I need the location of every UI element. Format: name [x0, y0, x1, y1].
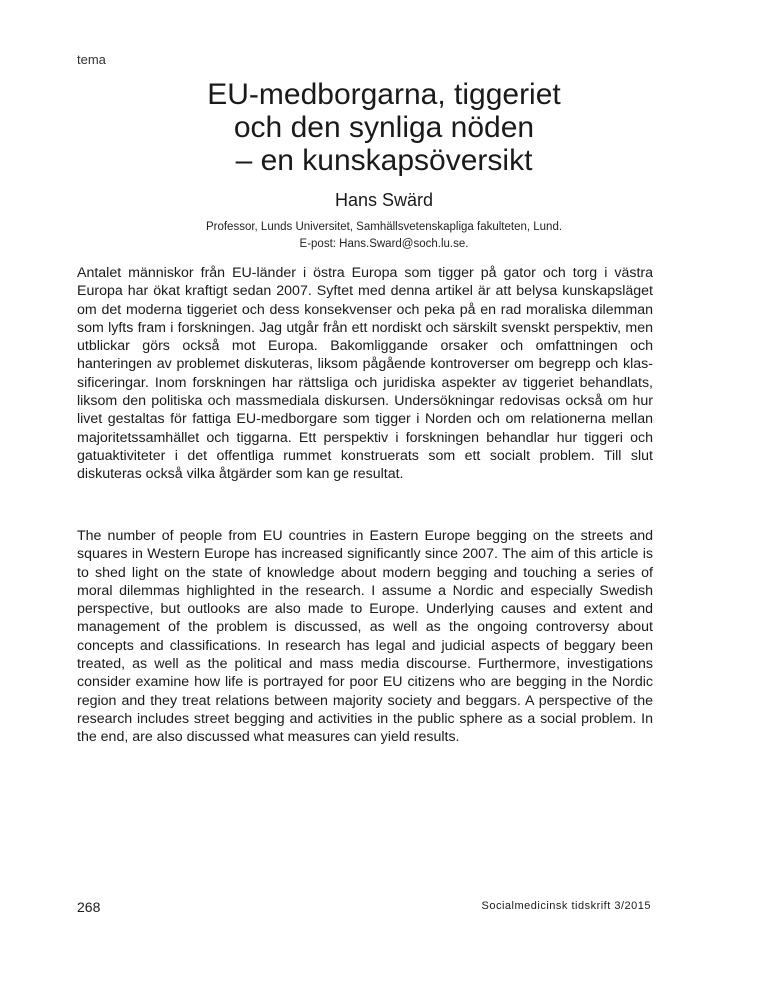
title-line: – en kunskapsöversikt	[235, 144, 533, 177]
page-number: 268	[77, 899, 101, 915]
abstract-english: The number of people from EU countries in Eastern Europe begging on the streets and squares in Western Europe has increased significantly since 2007. The aim of this article is to shed light on the state of knowledge about modern begging and touching a series of moral dilemmas highlighted in the research. I assume a Nordic and especially Swedish perspective, but outlooks are also made to Europe. Underlying causes and extent and management of the problem is discussed, as well as the ongoing controversy about concepts and classifications. In research has legal and judicial aspects of beggary been treated, as well as the political and mass media discourse. Furthermore, investigations consider examine how life is portrayed for poor EU citizens who are begging in the Nordic region and they treat relations between majority society and beggars. A perspective of the research includes street begging and activities in the public sphere as a social problem. In the end, are also discussed what measures can yield results.	[77, 528, 653, 746]
journal-name: Socialmedicinsk tidskrift 3/2015	[481, 900, 651, 912]
author-email: E-post: Hans.Sward@soch.lu.se.	[299, 238, 469, 250]
title-line: EU-medborgarna, tiggeriet	[207, 78, 561, 111]
section-tag: tema	[77, 52, 106, 67]
article-title	[0, 78, 768, 177]
title-line: och den synliga nöden	[233, 111, 535, 144]
abstract-swedish: Antalet människor från EU-länder i östra Europa som tigger på gator och torg i västra Europa har ökat kraftigt sedan 2007. Syftet med denna artikel är att belysa kunskapsläget om det moderna tiggeriet och dess konsekvenser och peka på en rad moraliska dilemman som lyfts fram i forskningen. Jag utgår från ett nordiskt och särskilt svenskt perspektiv, men utblickar görs också mot Europa. Bakomliggande orsaker och omfattningen och hanteringen av problemet diskuteras, liksom pågående kontroverser om begrepp och klassificeringar. Inom forskningen har rättsliga och juridiska aspekter av tiggeriet behandlats, liksom den politiska och massmediala diskursen. Undersökningar redovisas också om hur livet gestaltas för fattiga EU-medborgare som tigger i Norden och om relationerna mellan majoritetssamhället och tiggarna. Ett perspektiv i forskningen behandlar hur tiggeri och gatuaktiviteter i det offentliga rummet konstruerats som ett socialt problem. Till slut diskuteras också vilka åtgärder som kan ge resultat.	[77, 265, 653, 483]
author-affiliation-block	[0, 219, 768, 253]
author-affiliation: Professor, Lunds Universitet, Samhällsvetenskapliga fakulteten, Lund.	[205, 221, 563, 233]
author-name: Hans Swärd	[334, 190, 434, 210]
